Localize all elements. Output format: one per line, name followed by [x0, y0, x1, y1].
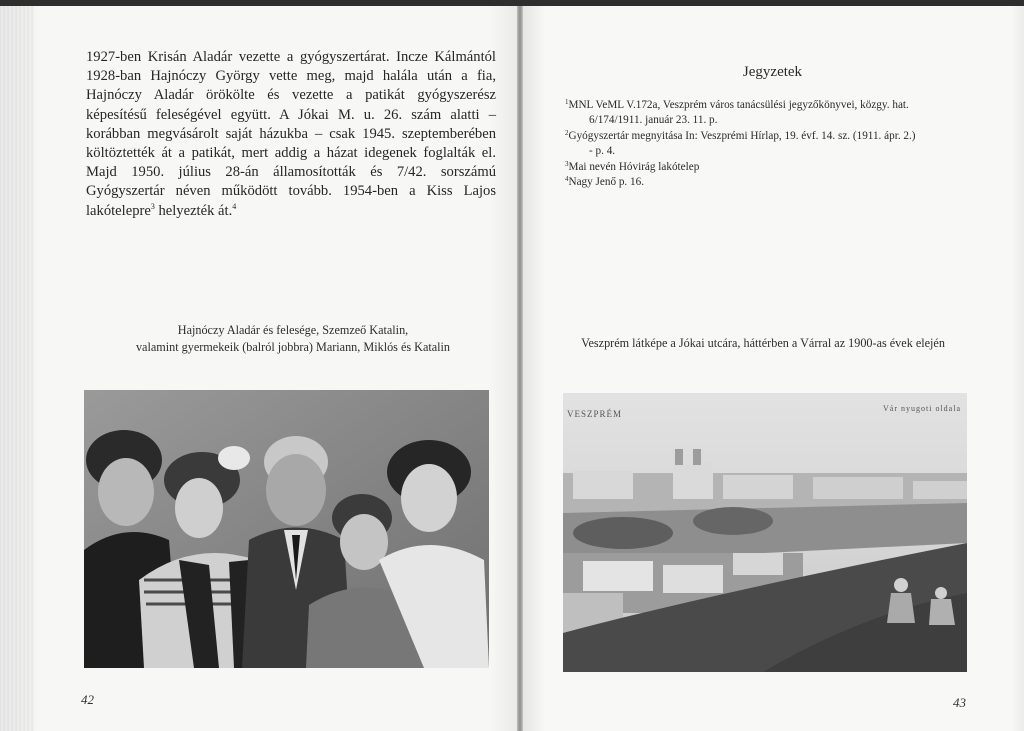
note-number: 3: [565, 159, 569, 168]
caption-line: Hajnóczy Aladár és felesége, Szemzeő Katalin,: [177, 323, 409, 337]
note-item: [565, 160, 985, 175]
note-text: Gyógyszertár megnyitása In: Veszprémi Hírlap, 19. évf. 14. sz. (1911. ápr. 2.): [568, 129, 916, 142]
note-number: 1: [565, 98, 569, 106]
postcard-label-right: Vár nyugoti oldala: [883, 404, 961, 413]
family-photo-caption: [90, 322, 496, 356]
page-number-left: 42: [81, 692, 94, 707]
note-number: 2: [565, 128, 569, 137]
page-number-right: 43: [953, 695, 966, 710]
book-spread: [0, 6, 1024, 731]
veszprem-postcard: [563, 393, 967, 672]
body-paragraph: [86, 48, 496, 221]
footnote-ref: 3: [150, 201, 155, 211]
note-text: MNL VeML V.172a, Veszprém város tanácsülési jegyzőkönyvei, közgy. hat.: [568, 99, 909, 111]
family-photo-image: [84, 390, 489, 668]
note-text: Nagy Jenő p. 16.: [568, 176, 645, 189]
note-text-continued: 6/174/1911. január 23. 11. p.: [589, 114, 718, 127]
note-text-continued: - p. 4.: [589, 145, 616, 158]
vista-photo-caption: Veszprém látképe a Jókai utcára, háttérben a Várral az 1900-as évek elején: [581, 336, 945, 350]
note-text: Mai nevén Hóvirág lakótelep: [568, 160, 700, 173]
postcard-label-left: VESZPRÉM: [567, 409, 623, 419]
footnote-ref: 4: [232, 201, 237, 211]
note-item: [565, 175, 985, 190]
note-item: [565, 98, 985, 129]
notes-title: Jegyzetek: [742, 64, 803, 80]
postcard-image: [563, 393, 967, 672]
book-gutter: [517, 6, 523, 731]
body-text-tail: helyezték át.: [154, 202, 233, 219]
note-item: [565, 129, 985, 160]
family-photo: [84, 390, 489, 668]
notes-list: [565, 98, 985, 190]
page-edges: [0, 6, 34, 731]
body-text-main: 1927-ben Krisán Aladár vezette a gyógyszertárat. Incze Kálmántól 1928-ban Hajnóczy György vette meg, majd halála után a fia, Hajnóczy Aladár örökölte és vezette a patikát gyógyszerész képesítésű feleségével együtt. A Jókai M. u. 26. szám alatti – korábban megvásárolt saját házukba – csak 1945. szeptemberében költöztették át a patikát, mert addig a házat idegenek foglalták el. Majd 1950. július 28-án államosították és 7/42. sorszámú Gyógyszertár néven működött tovább. 1954-ben a Kiss Lajos lakótelepre: [86, 49, 496, 219]
note-number: 4: [565, 175, 569, 184]
caption-line: valamint gyermekeik (balról jobbra) Mariann, Miklós és Katalin: [135, 340, 451, 354]
